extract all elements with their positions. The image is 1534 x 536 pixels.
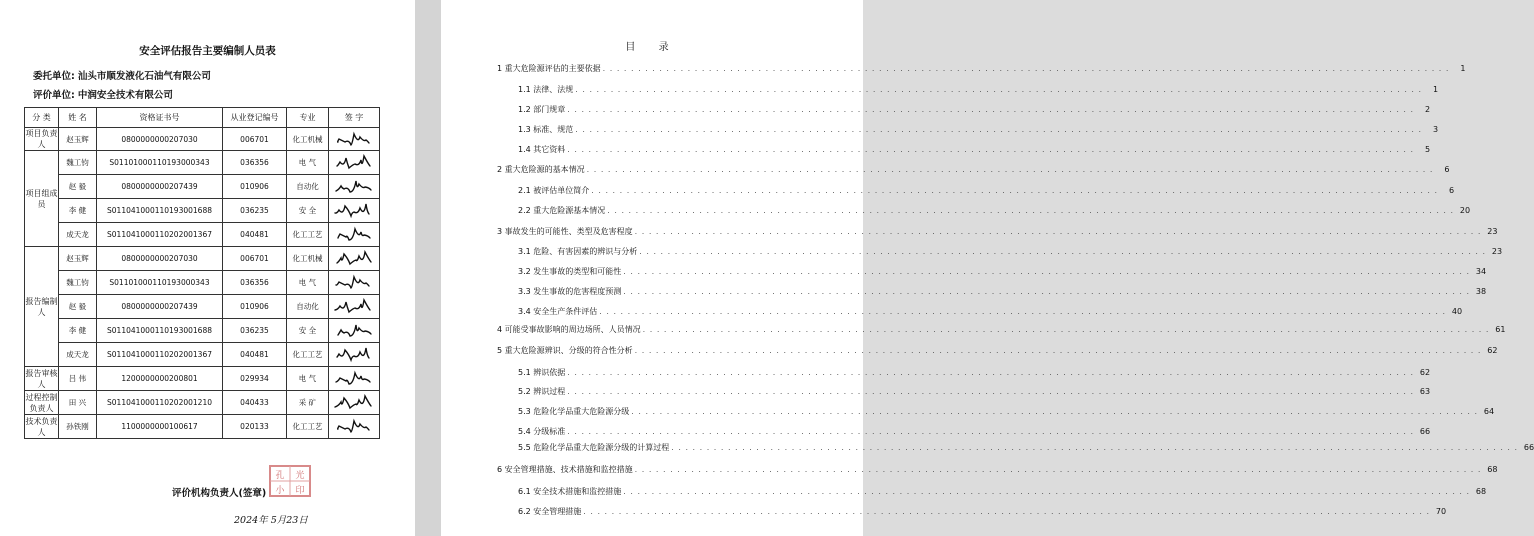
toc-entry[interactable] xyxy=(518,406,1495,417)
signature-cell xyxy=(329,199,380,223)
name-cell: 成天龙 xyxy=(59,343,97,367)
toc-entry-text: 3.4 安全生产条件评估 xyxy=(518,307,598,316)
toc-entry[interactable] xyxy=(497,324,1506,335)
table-row xyxy=(25,271,380,295)
major-cell: 电 气 xyxy=(287,367,329,391)
toc-page-number: 66 xyxy=(1419,427,1431,436)
toc-page-number: 5 xyxy=(1424,145,1431,154)
header-cert: 资格证书号 xyxy=(97,108,223,128)
toc-page-number: 61 xyxy=(1495,325,1506,334)
reg-cell: 020133 xyxy=(223,415,287,439)
toc-entry-text: 5.2 辨识过程 xyxy=(518,387,566,396)
toc-entry-text: 3.2 发生事故的类型和可能性 xyxy=(518,267,622,276)
toc-entry-text: 5.4 分级标准 xyxy=(518,427,566,436)
toc-page-number: 64 xyxy=(1483,407,1495,416)
toc-page-number: 34 xyxy=(1475,267,1487,276)
toc-leader-dots: . . . . . . . . . . . . . . . . . . . . . . . . . . . . . . . . . . . . . . . . . . . . . . . . . . . . . . . . . . . . . . . . . . . . . . . . . . . . . . . . . . . . . . . . . . . . . . . . . . . . . . . . . . . . . . . . . . . . . . . . xyxy=(583,507,1431,516)
toc-entry-text: 2.1 被评估单位简介 xyxy=(518,186,590,195)
toc-entry[interactable] xyxy=(518,367,1431,378)
toc-page-number: 63 xyxy=(1419,387,1431,396)
toc-page-number: 2 xyxy=(1424,105,1431,114)
header-reg: 从业登记编号 xyxy=(223,108,287,128)
signature-cell xyxy=(329,175,380,199)
major-cell: 电 气 xyxy=(287,271,329,295)
toc-page-number: 66 xyxy=(1523,443,1534,452)
category-cell: 技术负责人 xyxy=(25,416,58,437)
cert-cell: 1100000000100617 xyxy=(97,415,223,439)
toc-entry-text: 6.1 安全技术措施和监控措施 xyxy=(518,487,622,496)
table-row xyxy=(25,175,380,199)
signature-cell xyxy=(329,247,380,271)
toc-page-number: 62 xyxy=(1487,346,1498,355)
handwritten-signature xyxy=(329,367,380,391)
toc-entry-text: 1.4 其它资料 xyxy=(518,145,566,154)
name-cell: 魏工钧 xyxy=(59,271,97,295)
signature-cell xyxy=(329,343,380,367)
toc-entry[interactable] xyxy=(497,464,1498,475)
toc-leader-dots: . . . . . . . . . . . . . . . . . . . . . . . . . . . . . . . . . . . . . . . . . . . . . . . . . . . . . . . . . . . . . . . . . . . . . . . . . . . . . . . . . . . . . . . . . . . . . . . . . . . . . . . . . . . . . . . . . . . . . . . . xyxy=(607,206,1455,215)
major-cell: 安 全 xyxy=(287,199,329,223)
toc-leader-dots: . . . . . . . . . . . . . . . . . . . . . . . . . . . . . . . . . . . . . . . . . . . . . . . . . . . . . . . . . . . . . . . . . . . . . . . . . . . . . . . . . . . . . . . . . . . . . . . . . . . . . . . . . . . . . . . . . . . . . . . . xyxy=(634,465,1482,474)
toc-entry-text: 1.1 法律、法规 xyxy=(518,85,574,94)
toc-entry[interactable] xyxy=(518,124,1439,135)
name-cell: 魏工钧 xyxy=(59,151,97,175)
handwritten-signature xyxy=(329,247,380,271)
table-row xyxy=(25,295,380,319)
toc-entry-text: 1.3 标准、规范 xyxy=(518,125,574,134)
category-cell: 过程控制负责人 xyxy=(25,392,58,413)
toc-leader-dots: . . . . . . . . . . . . . . . . . . . . . . . . . . . . . . . . . . . . . . . . . . . . . . . . . . . . . . . . . . . . . . . . . . . . . . . . . . . . . . . . . . . . . . . . . . . . . . . . . . . . . . . . . . . . . . . . . . . . . . . . xyxy=(567,387,1415,396)
toc-leader-dots: . . . . . . . . . . . . . . . . . . . . . . . . . . . . . . . . . . . . . . . . . . . . . . . . . . . . . . . . . . . . . . . . . . . . . . . . . . . . . . . . . . . . . . . . . . . . . . . . . . . . . . . . . . . . . . . . . . . . . . . . xyxy=(631,407,1479,416)
header-signature: 签 字 xyxy=(329,108,380,128)
handwritten-signature xyxy=(329,271,380,295)
handwritten-signature xyxy=(329,295,380,319)
signature-cell xyxy=(329,128,380,151)
table-row xyxy=(25,343,380,367)
major-cell: 化工工艺 xyxy=(287,415,329,439)
toc-entry-text: 3.1 危险、有害因素的辨识与分析 xyxy=(518,247,638,256)
toc-leader-dots: . . . . . . . . . . . . . . . . . . . . . . . . . . . . . . . . . . . . . . . . . . . . . . . . . . . . . . . . . . . . . . . . . . . . . . . . . . . . . . . . . . . . . . . . . . . . . . . . . . . . . . . . . . . . . . . . . . . . . . . . xyxy=(586,165,1434,174)
toc-page-number: 40 xyxy=(1451,307,1463,316)
toc-entry[interactable] xyxy=(518,246,1503,257)
major-cell: 电 气 xyxy=(287,151,329,175)
category-cell: 报告编制人 xyxy=(25,247,59,367)
toc-leader-dots: . . . . . . . . . . . . . . . . . . . . . . . . . . . . . . . . . . . . . . . . . . . . . . . . . . . . . . . . . . . . . . . . . . . . . . . . . . . . . . . . . . . . . . . . . . . . . . . . . . . . . . . . . . . . . . . . . . . . . . . . xyxy=(567,105,1415,114)
reg-cell: 036356 xyxy=(223,151,287,175)
name-cell: 赵玉辉 xyxy=(59,128,97,151)
category-cell: 项目负责人 xyxy=(25,129,58,149)
reg-cell: 040433 xyxy=(223,391,287,415)
major-cell: 化工工艺 xyxy=(287,223,329,247)
toc-entry-text: 3.3 发生事故的危害程度预测 xyxy=(518,287,622,296)
svg-text:小: 小 xyxy=(275,486,285,496)
reg-cell: 040481 xyxy=(223,343,287,367)
cert-cell: S011041000110202001367 xyxy=(97,343,223,367)
toc-leader-dots: . . . . . . . . . . . . . . . . . . . . . . . . . . . . . . . . . . . . . . . . . . . . . . . . . . . . . . . . . . . . . . . . . . . . . . . . . . . . . . . . . . . . . . . . . . . . . . . . . . . . . . . . . . . . . . . . . . . . . . . . xyxy=(623,487,1471,496)
toc-page-number: 6 xyxy=(1448,186,1455,195)
name-cell: 赵 毅 xyxy=(59,175,97,199)
toc-entry-text: 2 重大危险源的基本情况 xyxy=(497,165,585,174)
toc-entry[interactable] xyxy=(518,266,1487,277)
cert-cell: S011010001101930003​43 xyxy=(97,151,223,175)
reg-cell: 029934 xyxy=(223,367,287,391)
header-category: 分 类 xyxy=(25,108,59,128)
handwritten-signature xyxy=(329,343,380,367)
signature-cell xyxy=(329,295,380,319)
major-cell: 安 全 xyxy=(287,319,329,343)
toc-leader-dots: . . . . . . . . . . . . . . . . . . . . . . . . . . . . . . . . . . . . . . . . . . . . . . . . . . . . . . . . . . . . . . . . . . . . . . . . . . . . . . . . . . . . . . . . . . . . . . . . . . . . . . . . . . . . . . . . . . . . . . . . xyxy=(634,346,1482,355)
table-row xyxy=(25,128,380,151)
reg-cell: 040481 xyxy=(223,223,287,247)
cert-cell: 0800000000207030 xyxy=(97,247,223,271)
major-cell: 自动化 xyxy=(287,295,329,319)
svg-text:孔: 孔 xyxy=(275,471,285,481)
toc-entry[interactable] xyxy=(497,63,1466,74)
toc-entry[interactable] xyxy=(518,84,1439,95)
staff-table-title: 安全评估报告主要编制人员表 xyxy=(139,45,276,57)
toc-entry[interactable] xyxy=(518,426,1431,437)
toc-entry-text: 5.1 辨识依据 xyxy=(518,368,566,377)
toc-entry[interactable] xyxy=(497,345,1498,356)
toc-page-number: 70 xyxy=(1435,507,1447,516)
toc-leader-dots: . . . . . . . . . . . . . . . . . . . . . . . . . . . . . . . . . . . . . . . . . . . . . . . . . . . . . . . . . . . . . . . . . . . . . . . . . . . . . . . . . . . . . . . . . . . . . . . . . . . . . . . . . . . . . . . . . . . . . . . . xyxy=(599,307,1447,316)
reg-cell: 006701 xyxy=(223,247,287,271)
reg-cell: 010906 xyxy=(223,295,287,319)
reg-cell: 036356 xyxy=(223,271,287,295)
toc-page-number: 1 xyxy=(1460,64,1466,73)
toc-leader-dots: . . . . . . . . . . . . . . . . . . . . . . . . . . . . . . . . . . . . . . . . . . . . . . . . . . . . . . . . . . . . . . . . . . . . . . . . . . . . . . . . . . . . . . . . . . . . . . . . . . . . . . . . . . . . . . . . . . . . . . . . xyxy=(567,145,1415,154)
evaluator-line xyxy=(33,87,173,101)
cert-cell: S011041000110193001688 xyxy=(97,199,223,223)
name-cell: 赵 毅 xyxy=(59,295,97,319)
left-page xyxy=(0,0,415,536)
cert-cell: 1200000000200801 xyxy=(97,367,223,391)
toc-leader-dots: . . . . . . . . . . . . . . . . . . . . . . . . . . . . . . . . . . . . . . . . . . . . . . . . . . . . . . . . . . . . . . . . . . . . . . . . . . . . . . . . . . . . . . . . . . . . . . . . . . . . . . . . . . . . . . . . . . . . . . . . xyxy=(671,443,1519,452)
client-line xyxy=(33,68,211,82)
evaluator-label: 评价单位: xyxy=(33,90,75,101)
handwritten-signature xyxy=(329,128,380,152)
name-cell: 吕 伟 xyxy=(59,367,97,391)
cert-cell: S011041000110193001688 xyxy=(97,319,223,343)
toc-entry[interactable] xyxy=(497,226,1498,237)
table-row xyxy=(25,199,380,223)
major-cell: 采 矿 xyxy=(287,391,329,415)
toc-entry[interactable] xyxy=(518,386,1431,397)
page-gutter xyxy=(415,0,441,536)
reg-cell: 036235 xyxy=(223,199,287,223)
seal-stamp xyxy=(266,464,314,498)
cert-cell: S011041000110202001367 xyxy=(97,223,223,247)
toc-page-number: 1 xyxy=(1432,85,1439,94)
toc-page-number: 23 xyxy=(1487,227,1498,236)
client-name: 汕头市顺发液化石油气有限公司 xyxy=(77,71,211,82)
toc-entry[interactable] xyxy=(518,506,1447,517)
toc-leader-dots: . . . . . . . . . . . . . . . . . . . . . . . . . . . . . . . . . . . . . . . . . . . . . . . . . . . . . . . . . . . . . . . . . . . . . . . . . . . . . . . . . . . . . . . . . . . . . . . . . . . . . . . . . . . . . . . . . . . . . . . . xyxy=(575,85,1423,94)
major-cell: 化工机械 xyxy=(287,247,329,271)
toc-entry-text: 5.3 危险化学品重大危险源分级 xyxy=(518,407,630,416)
toc-page-number: 38 xyxy=(1475,287,1487,296)
header-major: 专业 xyxy=(287,108,329,128)
toc-leader-dots: . . . . . . . . . . . . . . . . . . . . . . . . . . . . . . . . . . . . . . . . . . . . . . . . . . . . . . . . . . . . . . . . . . . . . . . . . . . . . . . . . . . . . . . . . . . . . . . . . . . . . . . . . . . . . . . . . . . . . . . . xyxy=(623,287,1471,296)
svg-text:印: 印 xyxy=(295,486,305,496)
toc-entry[interactable] xyxy=(518,306,1463,317)
table-row xyxy=(25,247,380,271)
handwritten-signature xyxy=(329,415,380,439)
handwritten-signature xyxy=(329,319,380,343)
cert-cell: 0800000000207439 xyxy=(97,295,223,319)
toc-entry-text: 5.5 危险化学品重大危险源分级的计算过程 xyxy=(518,443,670,452)
toc-page-number: 68 xyxy=(1487,465,1498,474)
toc-entry[interactable] xyxy=(518,205,1471,216)
major-cell: 化工机械 xyxy=(287,128,329,151)
toc-entry[interactable] xyxy=(518,442,1534,453)
toc-title: 目 录 xyxy=(625,42,679,53)
table-row xyxy=(25,223,380,247)
toc-entry-text: 3 事故发生的可能性、类型及危害程度 xyxy=(497,227,633,236)
table-row xyxy=(25,319,380,343)
toc-leader-dots: . . . . . . . . . . . . . . . . . . . . . . . . . . . . . . . . . . . . . . . . . . . . . . . . . . . . . . . . . . . . . . . . . . . . . . . . . . . . . . . . . . . . . . . . . . . . . . . . . . . . . . . . . . . . . . . . . . . . . . . . xyxy=(639,247,1487,256)
major-cell: 化工工艺 xyxy=(287,343,329,367)
toc-page-number: 23 xyxy=(1491,247,1503,256)
staff-table xyxy=(24,107,380,439)
signature-cell xyxy=(329,367,380,391)
toc-entry-text: 2.2 重大危险源基本情况 xyxy=(518,206,606,215)
toc-entry[interactable] xyxy=(518,486,1487,497)
svg-text:光: 光 xyxy=(295,471,305,481)
table-row xyxy=(25,415,380,439)
toc-entry[interactable] xyxy=(497,164,1450,175)
name-cell: 成天龙 xyxy=(59,223,97,247)
name-cell: 赵玉辉 xyxy=(59,247,97,271)
client-label: 委托单位: xyxy=(33,71,75,82)
handwritten-signature xyxy=(329,223,380,247)
reg-cell: 006701 xyxy=(223,128,287,151)
signature-cell xyxy=(329,415,380,439)
toc-page-number: 20 xyxy=(1459,206,1471,215)
toc-leader-dots: . . . . . . . . . . . . . . . . . . . . . . . . . . . . . . . . . . . . . . . . . . . . . . . . . . . . . . . . . . . . . . . . . . . . . . . . . . . . . . . . . . . . . . . . . . . . . . . . . . . . . . . . . . . . . . . . . . . . . . . . xyxy=(623,267,1471,276)
toc-leader-dots: . . . . . . . . . . . . . . . . . . . . . . . . . . . . . . . . . . . . . . . . . . . . . . . . . . . . . . . . . . . . . . . . . . . . . . . . . . . . . . . . . . . . . . . . . . . . . . . . . . . . . . . . . . . . . . . . . . . . . . . . xyxy=(642,325,1490,334)
signature-cell xyxy=(329,271,380,295)
table-row xyxy=(25,151,380,175)
toc-leader-dots: . . . . . . . . . . . . . . . . . . . . . . . . . . . . . . . . . . . . . . . . . . . . . . . . . . . . . . . . . . . . . . . . . . . . . . . . . . . . . . . . . . . . . . . . . . . . . . . . . . . . . . . . . . . . . . . . . . . . . . . . xyxy=(567,368,1415,377)
handwritten-signature xyxy=(329,151,380,175)
cert-cell: S011041000110202001210 xyxy=(97,391,223,415)
toc-entry[interactable] xyxy=(518,104,1431,115)
toc-entry[interactable] xyxy=(518,185,1455,196)
name-cell: 李 健 xyxy=(59,319,97,343)
signature-cell xyxy=(329,223,380,247)
table-row xyxy=(25,391,380,415)
handwritten-signature xyxy=(329,199,380,223)
category-cell: 报告审核人 xyxy=(25,368,58,389)
toc-leader-dots: . . . . . . . . . . . . . . . . . . . . . . . . . . . . . . . . . . . . . . . . . . . . . . . . . . . . . . . . . . . . . . . . . . . . . . . . . . . . . . . . . . . . . . . . . . . . . . . . . . . . . . . . . . . . . . . . . . . . . . . . xyxy=(634,227,1482,236)
table-row xyxy=(25,367,380,391)
toc-page-number: 62 xyxy=(1419,368,1431,377)
toc-entry-text: 1.2 部门规章 xyxy=(518,105,566,114)
signature-cell xyxy=(329,319,380,343)
name-cell: 田 兴 xyxy=(59,391,97,415)
cert-cell: S011010001101930003​43 xyxy=(97,271,223,295)
toc-page-number: 6 xyxy=(1444,165,1450,174)
name-cell: 李 健 xyxy=(59,199,97,223)
handwritten-signature xyxy=(329,391,380,415)
name-cell: 孙铁刚 xyxy=(59,415,97,439)
cert-cell: 0800000000207030 xyxy=(97,128,223,151)
reg-cell: 036235 xyxy=(223,319,287,343)
reg-cell: 010906 xyxy=(223,175,287,199)
category-cell: 项目组成员 xyxy=(25,151,59,247)
cert-cell: 0800000000207439 xyxy=(97,175,223,199)
signature-cell xyxy=(329,151,380,175)
toc-entry[interactable] xyxy=(518,144,1431,155)
header-name: 姓 名 xyxy=(59,108,97,128)
table-header-row xyxy=(25,108,380,128)
evaluator-name: 中润安全技术有限公司 xyxy=(77,90,173,101)
major-cell: 自动化 xyxy=(287,175,329,199)
toc-entry-text: 5 重大危险源辨识、分级的符合性分析 xyxy=(497,346,633,355)
toc-leader-dots: . . . . . . . . . . . . . . . . . . . . . . . . . . . . . . . . . . . . . . . . . . . . . . . . . . . . . . . . . . . . . . . . . . . . . . . . . . . . . . . . . . . . . . . . . . . . . . . . . . . . . . . . . . . . . . . . . . . . . . . . xyxy=(567,427,1415,436)
sign-date: 2024年 5月23日 xyxy=(234,515,308,526)
toc-leader-dots: . . . . . . . . . . . . . . . . . . . . . . . . . . . . . . . . . . . . . . . . . . . . . . . . . . . . . . . . . . . . . . . . . . . . . . . . . . . . . . . . . . . . . . . . . . . . . . . . . . . . . . . . . . . . . . . . . . . . . . . . xyxy=(591,186,1439,195)
toc-page-number: 68 xyxy=(1475,487,1487,496)
toc-entry-text: 4 可能受事故影响的周边场所、人员情况 xyxy=(497,325,641,334)
toc-leader-dots: . . . . . . . . . . . . . . . . . . . . . . . . . . . . . . . . . . . . . . . . . . . . . . . . . . . . . . . . . . . . . . . . . . . . . . . . . . . . . . . . . . . . . . . . . . . . . . . . . . . . . . . . . . . . . . . . . . . . . . . . xyxy=(602,64,1450,73)
signature-cell xyxy=(329,391,380,415)
handwritten-signature xyxy=(329,175,380,199)
toc-entry[interactable] xyxy=(518,286,1487,297)
leader-signature-label: 评价机构负责人(签章) xyxy=(172,488,267,499)
toc-leader-dots: . . . . . . . . . . . . . . . . . . . . . . . . . . . . . . . . . . . . . . . . . . . . . . . . . . . . . . . . . . . . . . . . . . . . . . . . . . . . . . . . . . . . . . . . . . . . . . . . . . . . . . . . . . . . . . . . . . . . . . . . xyxy=(575,125,1423,134)
toc-entry-text: 6 安全管理措施、技术措施和监控措施 xyxy=(497,465,633,474)
toc-entry-text: 1 重大危险源评估的主要依据 xyxy=(497,64,601,73)
toc-entry-text: 6.2 安全管理措施 xyxy=(518,507,582,516)
toc-page-number: 3 xyxy=(1432,125,1439,134)
